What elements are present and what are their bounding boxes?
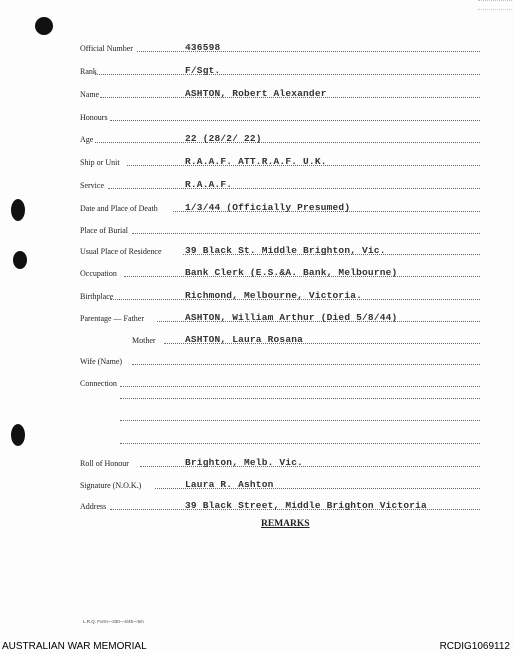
field-row-birthplace [80,288,480,302]
field-label: Name [80,90,100,99]
field-dotted-line [120,386,480,387]
field-dotted-line [132,364,480,365]
field-row-roll-of-honour [80,455,480,469]
field-label: Parentage — Father [80,314,144,323]
field-row-wife-name [80,353,480,367]
field-value: 22 (28/2/ 22) [185,133,262,144]
binder-hole-top [35,17,53,35]
field-value: Richmond, Melbourne, Victoria. [185,290,363,301]
field-dotted-line [95,142,480,143]
field-label: Address [80,502,107,511]
field-value: ASHTON, Robert Alexander [185,88,327,99]
field-row-name [80,86,480,100]
field-row-official-number [80,40,480,54]
connection-line-3 [120,443,480,444]
field-label: Rank [80,67,97,76]
field-label: Connection [80,379,117,388]
field-label: Roll of Honour [80,459,129,468]
field-value: 39 Black Street, Middle Brighton Victoria [185,500,427,511]
field-label: Ship or Unit [80,158,120,167]
field-value: 1/3/44 (Officially Presumed) [185,202,351,213]
connection-line-2 [120,420,480,421]
field-row-place-of-burial [80,222,480,236]
scan-artifact [478,0,512,10]
field-row-mother [80,332,480,346]
footer-source: AUSTRALIAN WAR MEMORIAL [2,641,147,652]
form-reference: L.R.Q. Form—330—4/45—5m [83,619,144,624]
field-row-date-and-place-of-death [80,200,480,214]
field-value: Brighton, Melb. Vic. [185,457,304,468]
field-label: Usual Place of Residence [80,247,162,256]
field-label: Occupation [80,269,117,278]
field-row-signature-n-o-k [80,477,480,491]
field-row-occupation [80,265,480,279]
footer-id: RCDIG1069112 [439,641,510,652]
field-row-usual-place-of-residence [80,243,480,257]
field-value: Bank Clerk (E.S.&A. Bank, Melbourne) [185,267,398,278]
field-label: Mother [132,336,156,345]
field-row-honours [80,109,480,123]
field-label: Service [80,181,104,190]
field-label: Age [80,135,94,144]
field-row-age [80,131,480,145]
field-row-address [80,498,480,512]
field-row-rank [80,63,480,77]
field-value: 436598 [185,42,221,53]
field-dotted-line [95,74,480,75]
connection-line-1 [120,398,480,399]
field-label: Birthplace [80,292,114,301]
remarks-heading: REMARKS [261,519,310,529]
field-label: Honours [80,113,108,122]
field-dotted-line [110,120,480,121]
field-label: Date and Place of Death [80,204,158,213]
field-label: Official Number [80,44,133,53]
field-dotted-line [108,188,480,189]
binder-hole-upper-mid [11,199,25,221]
binder-hole-lower [11,424,25,446]
field-value: R.A.A.F. ATT.R.A.F. U.K. [185,156,327,167]
field-value: F/Sgt. [185,65,221,76]
field-value: ASHTON, Laura Rosana [185,334,304,345]
field-row-service [80,177,480,191]
field-label: Signature (N.O.K.) [80,481,142,490]
field-dotted-line [132,233,480,234]
field-value: R.A.A.F. [185,179,233,190]
field-value: Laura R. Ashton [185,479,274,490]
field-label: Place of Burial [80,226,128,235]
field-value: ASHTON, William Arthur (Died 5/8/44) [185,312,398,323]
field-value: 39 Black St. Middle Brighton, Vic. [185,245,386,256]
field-row-connection [80,375,480,389]
field-label: Wife (Name) [80,357,123,366]
field-row-ship-or-unit [80,154,480,168]
binder-hole-mid [13,251,27,269]
field-row-parentage-father [80,310,480,324]
